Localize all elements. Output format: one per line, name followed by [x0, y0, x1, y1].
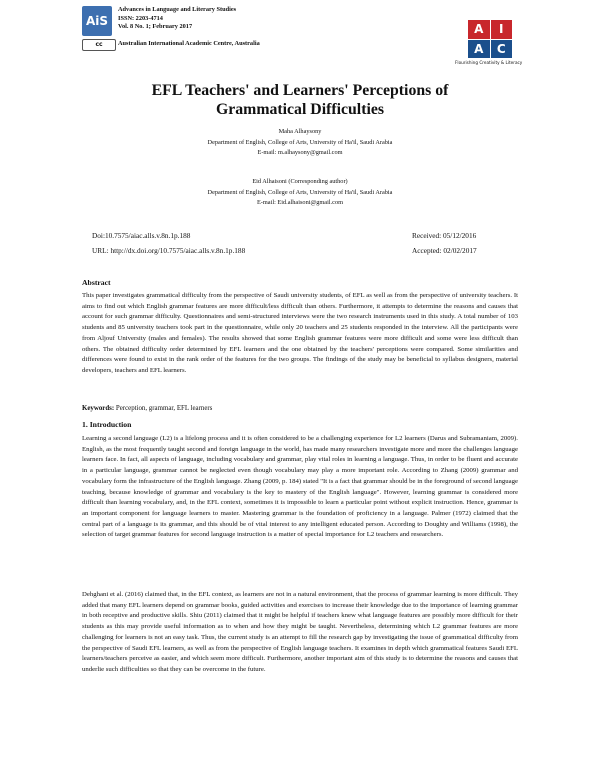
doi[interactable]: Doi:10.7575/aiac.alls.v.8n.1p.188 [92, 231, 191, 240]
journal-name: Advances in Language and Literary Studies [118, 6, 237, 13]
dates-block [412, 228, 477, 258]
accepted-date: Accepted: 02/02/2017 [412, 246, 477, 255]
doi-url[interactable]: URL: http://dx.doi.org/10.7575/aiac.alls.v.8n.1p.188 [92, 246, 246, 255]
received-date: Received: 05/12/2016 [412, 231, 477, 240]
aiac-letter: A [468, 40, 490, 59]
author-name: Maha Alhaysony [278, 128, 322, 135]
abstract-heading: Abstract [82, 278, 111, 287]
aiac-letter: C [491, 40, 513, 59]
aiac-tagline: Flourishing Creativity & Literacy [455, 60, 523, 65]
journal-logo: AiS [82, 6, 112, 36]
keywords-value: Perception, grammar, EFL learners [115, 405, 213, 412]
aiac-letter: I [491, 20, 513, 39]
journal-volume: Vol. 8 No. 1; February 2017 [118, 23, 193, 31]
doi-block [92, 228, 245, 258]
paper-title [82, 81, 518, 119]
abstract-text: This paper investigates grammatical difficulty from the perspective of Saudi university students, of EFL as well as from the perspective of university teachers. It aims to find out which English grammar features are more difficult/less difficult than others. Furthermore, it attempts to determine the reasons and causes that account for such grammar difficulty. Questionnaires and semi-structured interviews were the two research instruments used in this study. A total number of 103 students and 85 university teachers took part in the questionnaire, while only 20 teachers and 25 students responded in the interview. All the participants were from Aljouf University (males and females). The results showed that some English grammar features were more difficult and some were less difficult than others. The obtained difficulty order determined by EFL learners and the one obtained by the teachers' perceptions were compared. Some similarities and differences were found to exist in the rank order of the features for the two groups. The findings of the study may be beneficial to syllabus designers, material developers, teachers and EFL learners. [82, 292, 518, 374]
intro-paragraph-2: Dehghani et al. (2016) claimed that, in the EFL context, as learners are not in a natural environment, that the process of grammar learning is more difficult. They added that many EFL learners depend on grammar books, guided activities and exercises to increase their knowledge due to the importance of learning grammar in both receptive and productive skills. Shiu (2011) claimed that it might be helpful if teachers knew what language features are possibly more difficult for their students as this may provide useful information as to when and how they might be taught. Nevertheless, determining which L2 grammar features are more challenging for learners is not an easy task. Thus, the current study is an attempt to fill the research gap by investigating the issue of grammatical difficulty from the perspective of Saudi EFL learners, as well as from the perspective of English language teachers. It examines in depth which grammatical features Saudi EFL learners/teachers perceive as easier, and which seem more difficult. Furthermore, another important aim of this study is to determine the reasons and causes that underlie such difficulties so that they can be overcome in the future. [82, 591, 518, 673]
creative-commons-badge[interactable]: cc [82, 39, 116, 51]
aiac-logo [468, 20, 512, 58]
author-affiliation: Department of English, College of Arts, University of Ha'il, Saudi Arabia [207, 188, 393, 196]
publisher-name: Australian International Academic Centre, Australia [118, 40, 260, 47]
keywords-line [82, 405, 212, 412]
title-line-2: Grammatical Difficulties [215, 101, 384, 118]
section-heading: 1. Introduction [82, 420, 132, 429]
author-affiliation: Department of English, College of Arts, University of Ha'il, Saudi Arabia [207, 138, 393, 146]
journal-issn: ISSN: 2203-4714 [118, 14, 163, 22]
keywords-label: Keywords: [82, 405, 115, 412]
aiac-letter: A [468, 20, 490, 39]
author-block-1 [82, 127, 518, 159]
author-name: Eid Alhaisoni (Corresponding author) [252, 178, 348, 185]
author-email[interactable]: E-mail: m.alhaysony@gmail.com [257, 149, 343, 156]
intro-paragraph-1: Learning a second language (L2) is a lifelong process and it is often considered to be a challenging experience for L2 learners (Darus and Subramaniam, 2009). English, as the most frequently taught second and foreign language in the world, has made many researchers investigate more and more the challenges language learners face. In fact, all aspects of language, including vocabulary and grammar, play vital roles in learning a language. Thus, in order to be fluent and accurate in a particular language, grammar cannot be neglected even though vocabulary may play a more important role. According to Zhang (2009) grammar and vocabulary form the infrastructure of the English language. Zhang (2009, p. 184) stated "It is a fact that grammar should be in the foreground of second language teaching, because knowledge of grammar and vocabulary is the key to mastery of the English language". However, learning grammar is considered more difficult than learning vocabulary, and, in the EFL context, sometimes it is impossible to learn a particular point without explicit instruction. Hence, grammar is an important component for language learners to master. Mastering grammar is the foundation of proficiency in a language. Palmer (1972) claimed that the central part of a language is its grammar, and this should be of vital interest to any intelligent educated person. According to Doughty and Williams (1998), the selection of target grammar features for second language instruction is a matter of special importance for L2 teachers and researchers. [82, 435, 518, 539]
author-email[interactable]: E-mail: Eid.alhaisoni@gmail.com [256, 199, 344, 206]
author-block-2 [82, 177, 518, 209]
title-line-1: EFL Teachers' and Learners' Perceptions of [151, 82, 449, 99]
journal-header [118, 6, 236, 32]
